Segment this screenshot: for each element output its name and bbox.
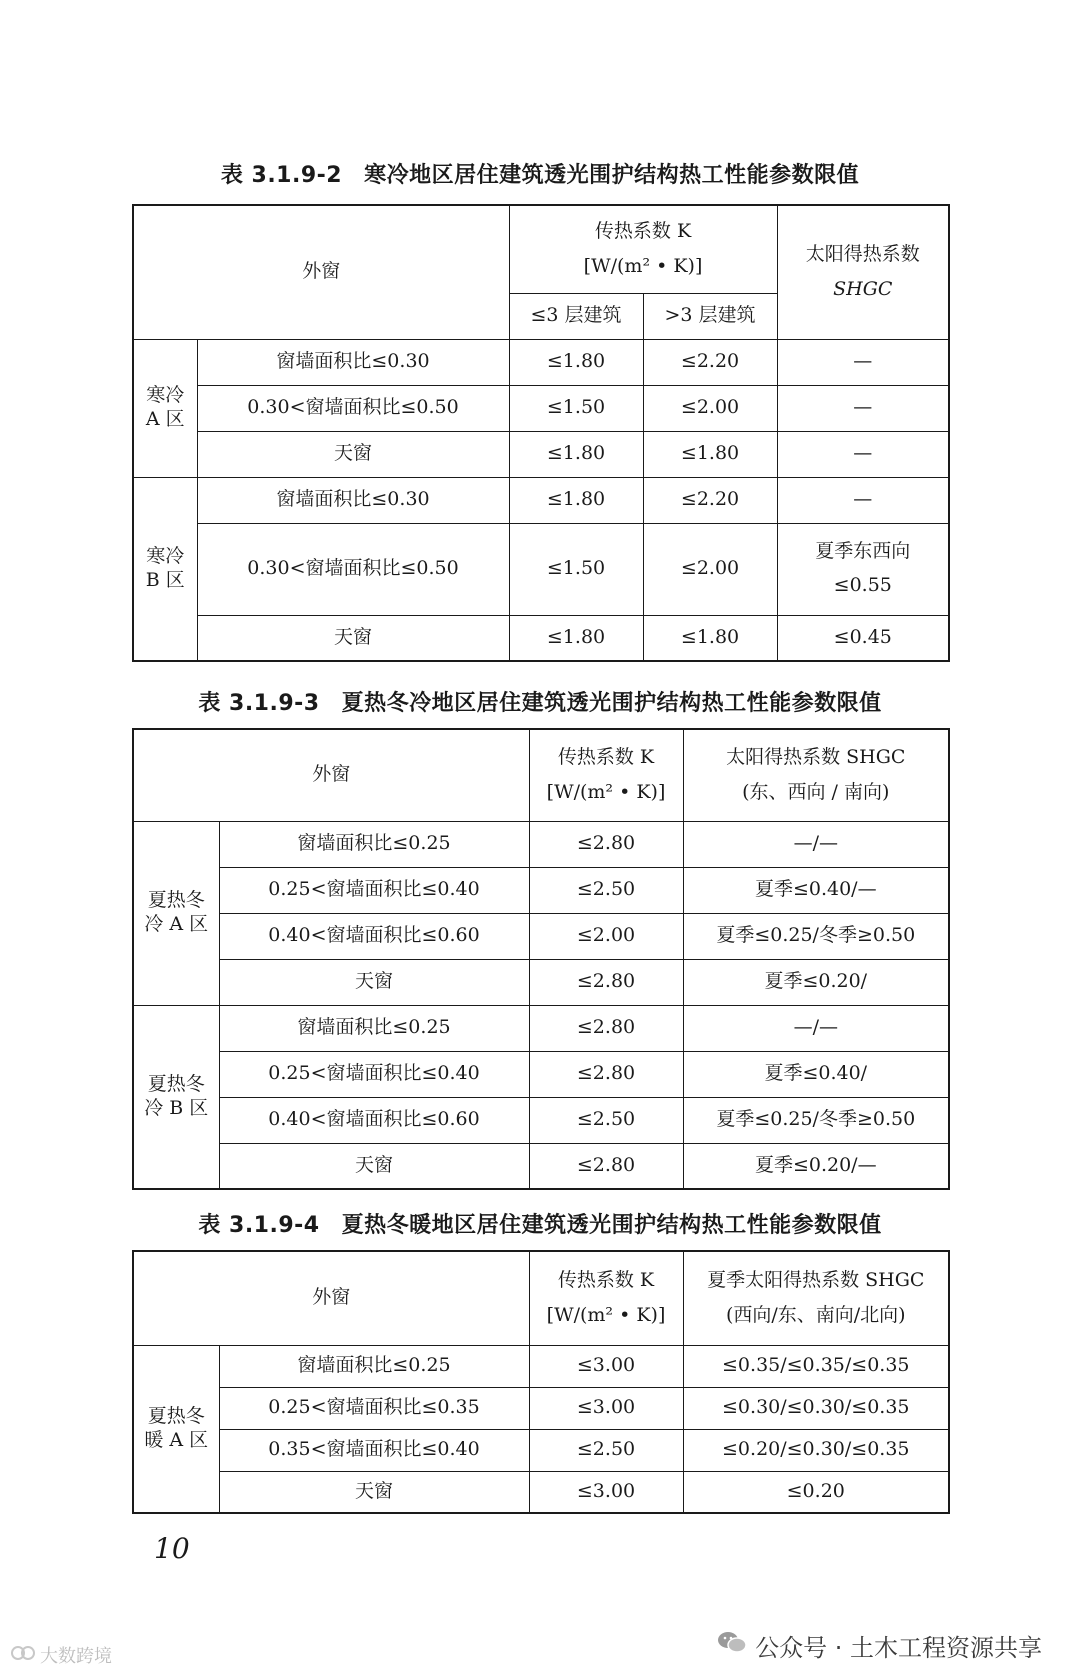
brand-logo-icon: [10, 1644, 36, 1667]
table-cell-k1: ≤1.80: [509, 615, 643, 661]
table-cell-k: ≤2.50: [529, 867, 683, 913]
table-cell-shgc: —: [777, 431, 949, 477]
zone-label-line2: 冷 A 区: [144, 913, 209, 935]
table-cell-k2: ≤2.20: [643, 339, 777, 385]
table-cell-item: 天窗: [197, 431, 509, 477]
table1-header-k: [509, 205, 777, 293]
table1-caption-number: 表 3.1.9-2: [220, 163, 343, 188]
table2-header-k-title: 传热系数 K: [557, 745, 655, 768]
table-cell-shgc: 夏季≤0.20/—: [683, 1143, 949, 1189]
zone-label-line2: B 区: [145, 568, 185, 591]
table3-header-shgc: [683, 1251, 949, 1345]
table-cell-shgc: —: [777, 477, 949, 523]
table-cell-k2: ≤1.80: [643, 615, 777, 661]
table-cell-shgc: ≤0.30/≤0.30/≤0.35: [683, 1387, 949, 1429]
table3-header-window: 外窗: [133, 1251, 529, 1345]
table1-header-k-title: 传热系数 K: [594, 219, 692, 242]
table-cell-k: ≤2.80: [529, 959, 683, 1005]
table-cell-shgc: ≤0.20/≤0.30/≤0.35: [683, 1429, 949, 1471]
table-cell-item: 0.35<窗墙面积比≤0.40: [219, 1429, 529, 1471]
table2-caption: [0, 686, 1080, 717]
table3-header-k: [529, 1251, 683, 1345]
table1-header-shgc-label: SHGC: [833, 278, 893, 301]
table2: [132, 728, 950, 1190]
table1: [132, 204, 950, 662]
table2-header-k-unit: [W/(m² • K)]: [546, 781, 666, 804]
table-cell-shgc: 夏季≤0.40/: [683, 1051, 949, 1097]
table-cell-item: 窗墙面积比≤0.30: [197, 477, 509, 523]
table-cell-item: 天窗: [219, 1471, 529, 1513]
table3: [132, 1250, 950, 1514]
table-cell-k: ≤2.80: [529, 821, 683, 867]
table-cell-shgc: —: [777, 339, 949, 385]
table-cell-k: ≤3.00: [529, 1471, 683, 1513]
table1-header-shgc-title: 太阳得热系数: [805, 242, 920, 265]
table1-header-k-sub2: >3 层建筑: [643, 293, 777, 339]
zone-label-line2: 冷 B 区: [144, 1096, 209, 1119]
table-cell-k: ≤2.50: [529, 1097, 683, 1143]
shgc-line1: 夏季东西向: [815, 540, 911, 563]
zone-label-line1: 寒冷: [146, 384, 185, 407]
table2-header-k: [529, 729, 683, 821]
table3-caption-number: 表 3.1.9-4: [198, 1213, 320, 1238]
table-cell-k: ≤2.80: [529, 1143, 683, 1189]
table-cell-item: 0.40<窗墙面积比≤0.60: [219, 1097, 529, 1143]
table2-zone-b: [133, 1005, 219, 1189]
wechat-watermark: [717, 1628, 1042, 1663]
table-cell-item: 0.25<窗墙面积比≤0.40: [219, 1051, 529, 1097]
table-cell-k: ≤2.00: [529, 913, 683, 959]
table-cell-item: 0.30<窗墙面积比≤0.50: [197, 523, 509, 615]
table1-header-k-unit: [W/(m² • K)]: [583, 255, 703, 278]
table-cell-shgc: —/—: [683, 1005, 949, 1051]
table-cell-k2: ≤2.00: [643, 523, 777, 615]
table3-caption: [0, 1208, 1080, 1239]
table-cell-k1: ≤1.80: [509, 339, 643, 385]
table2-header-window: 外窗: [133, 729, 529, 821]
table3-caption-title: 夏热冬暖地区居住建筑透光围护结构热工性能参数限值: [341, 1213, 882, 1238]
table-cell-k2: ≤2.20: [643, 477, 777, 523]
zone-label-line1: 寒冷: [146, 545, 185, 567]
table-cell-item: 天窗: [219, 1143, 529, 1189]
zone-label-line1: 夏热冬: [147, 889, 205, 912]
table-cell-shgc: 夏季≤0.25/冬季≥0.50: [683, 913, 949, 959]
table2-header-shgc: [683, 729, 949, 821]
table-cell-item: 窗墙面积比≤0.30: [197, 339, 509, 385]
table-cell-shgc: 夏季≤0.25/冬季≥0.50: [683, 1097, 949, 1143]
table-cell-shgc: ≤0.35/≤0.35/≤0.35: [683, 1345, 949, 1387]
table-cell-k2: ≤1.80: [643, 431, 777, 477]
table3-header-k-title: 传热系数 K: [557, 1268, 655, 1291]
zone-label-line2: 暖 A 区: [144, 1428, 209, 1451]
table-cell-item: 0.25<窗墙面积比≤0.35: [219, 1387, 529, 1429]
table3-header-k-unit: [W/(m² • K)]: [546, 1304, 666, 1327]
table-cell-shgc: ≤0.45: [777, 615, 949, 661]
table-cell-shgc: 夏季≤0.20/: [683, 959, 949, 1005]
table1-caption: [0, 158, 1080, 189]
zone-label-line1: 夏热冬: [147, 1405, 205, 1427]
corner-watermark-text: 大数跨境: [40, 1646, 112, 1667]
table1-header-k-sub1: ≤3 层建筑: [509, 293, 643, 339]
table3-header-shgc-title: 夏季太阳得热系数 SHGC: [707, 1268, 925, 1291]
table-cell-k1: ≤1.50: [509, 523, 643, 615]
table-cell-k2: ≤2.00: [643, 385, 777, 431]
table2-zone-a: [133, 821, 219, 1005]
table-cell-k1: ≤1.50: [509, 385, 643, 431]
table-cell-shgc: —/—: [683, 821, 949, 867]
table-cell-item: 0.40<窗墙面积比≤0.60: [219, 913, 529, 959]
table-cell-item: 0.30<窗墙面积比≤0.50: [197, 385, 509, 431]
table2-header-shgc-title: 太阳得热系数 SHGC: [726, 745, 906, 768]
table1-header-window: 外窗: [133, 205, 509, 339]
table1-zone-a: [133, 339, 197, 477]
table1-header-shgc: [777, 205, 949, 339]
table-cell-k: ≤2.50: [529, 1429, 683, 1471]
zone-label-line1: 夏热冬: [147, 1073, 205, 1095]
table-cell-shgc: [777, 523, 949, 615]
table-cell-k1: ≤1.80: [509, 477, 643, 523]
table-cell-shgc: —: [777, 385, 949, 431]
corner-watermark: [10, 1642, 112, 1668]
table-cell-item: 窗墙面积比≤0.25: [219, 821, 529, 867]
table1-caption-title: 寒冷地区居住建筑透光围护结构热工性能参数限值: [364, 163, 860, 188]
table2-caption-number: 表 3.1.9-3: [198, 691, 320, 716]
table-cell-k1: ≤1.80: [509, 431, 643, 477]
table-cell-k: ≤2.80: [529, 1005, 683, 1051]
table2-header-shgc-dir: (东、西向 / 南向): [742, 781, 890, 804]
table-cell-k: ≤2.80: [529, 1051, 683, 1097]
table-cell-item: 窗墙面积比≤0.25: [219, 1005, 529, 1051]
table-cell-item: 0.25<窗墙面积比≤0.40: [219, 867, 529, 913]
wechat-icon: [717, 1630, 747, 1662]
table-cell-shgc: ≤0.20: [683, 1471, 949, 1513]
table-cell-item: 天窗: [219, 959, 529, 1005]
page-number: 10: [154, 1532, 190, 1565]
table1-zone-b: [133, 477, 197, 661]
table-cell-k: ≤3.00: [529, 1387, 683, 1429]
table2-caption-title: 夏热冬冷地区居住建筑透光围护结构热工性能参数限值: [341, 691, 882, 716]
table3-header-shgc-dir: (西向/东、南向/北向): [725, 1304, 906, 1327]
zone-label-line2: A 区: [145, 408, 185, 430]
table-cell-shgc: 夏季≤0.40/—: [683, 867, 949, 913]
table-cell-item: 窗墙面积比≤0.25: [219, 1345, 529, 1387]
shgc-line2: ≤0.55: [833, 574, 892, 596]
table3-zone-a: [133, 1345, 219, 1513]
table-cell-k: ≤3.00: [529, 1345, 683, 1387]
wechat-account-text: 公众号 · 土木工程资源共享: [755, 1634, 1042, 1662]
table-cell-item: 天窗: [197, 615, 509, 661]
